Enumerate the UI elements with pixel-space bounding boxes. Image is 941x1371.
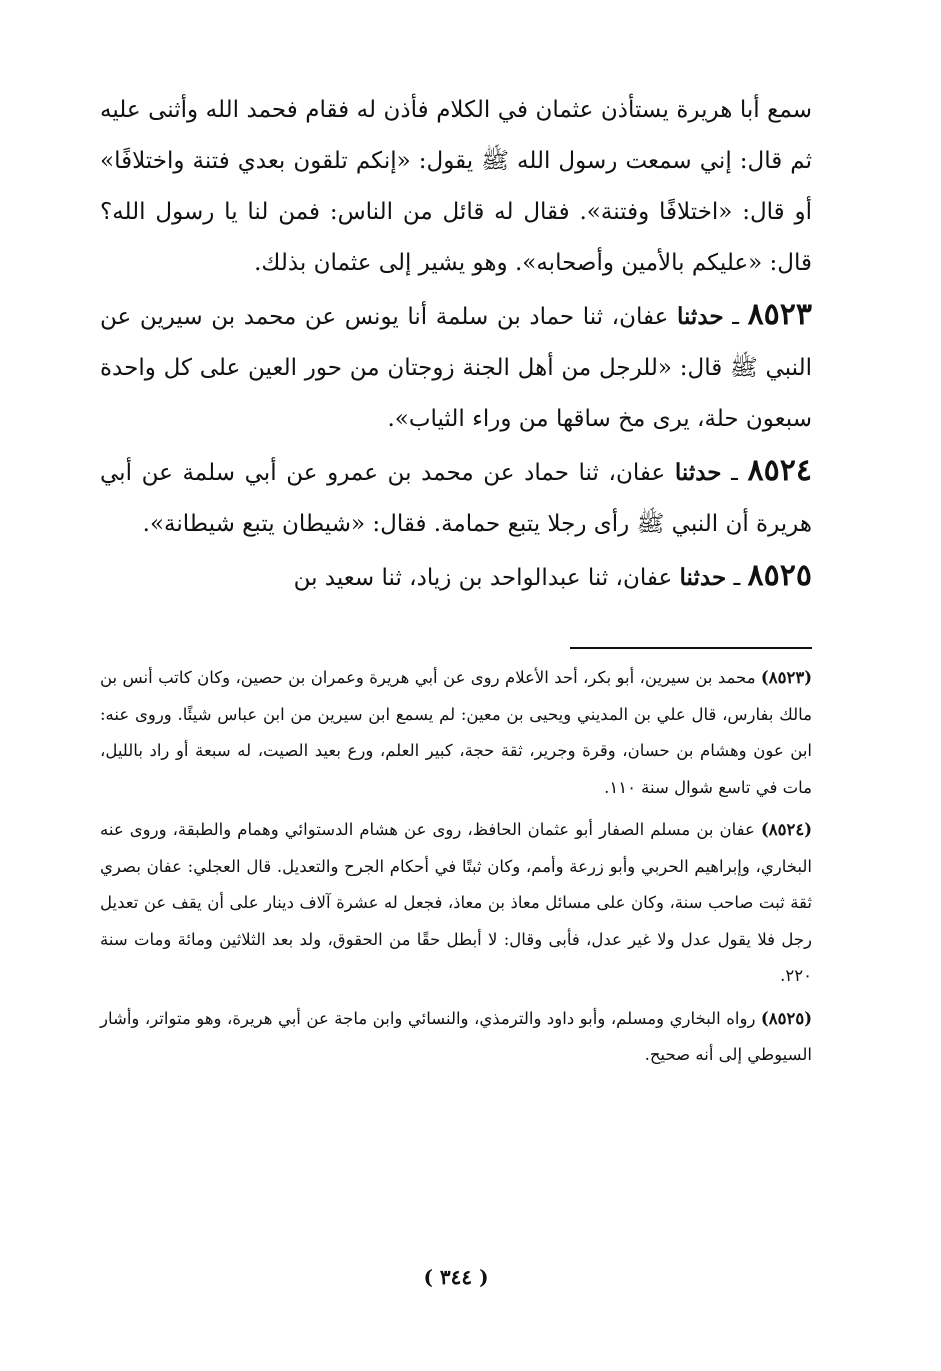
- footnote-text: عفان بن مسلم الصفار أبو عثمان الحافظ، روى عن هشام الدستوائي وهمام والطبقة، وروى عنه البخاري، وإبراهيم الحربي وأبو زرعة وأمم، وكان ثبتًا في أحكام الجرح والتعديل. قال العجلي: عفان بصري ثقة ثبت صاحب سنة، وكان على مسائل معاذ بن معاذ، فجعل له عشرة آلاف دينار على أن يقف عن تعديل رجل فلا يقول عدل ولا غير عدل، فأبى وقال: لا أبطل حقًا من الحقوق، ولد بعد الثلاثين ومائة ومات سنة ٢٢٠.: [100, 820, 812, 985]
- intro-paragraph: سمع أبا هريرة يستأذن عثمان في الكلام فأذن له فقام فحمد الله وأثنى عليه ثم قال: إني سمعت رسول الله ﷺ يقول: «إنكم تلقون بعدي فتنة واختلافًا» أو قال: «اختلافًا وفتنة». فقال له قائل من الناس: فمن لنا يا رسول الله؟ قال: «عليكم بالأمين وأصحابه». وهو يشير إلى عثمان بذلك.: [100, 97, 812, 276]
- hadith-8525: [100, 550, 812, 604]
- book-page: [100, 85, 812, 1325]
- footnote-8524: [100, 812, 812, 995]
- hadith-dash: ـ: [726, 565, 741, 591]
- hadith-text: عفان، ثنا عبدالواحد بن زياد، ثنا سعيد بن: [293, 565, 673, 591]
- hadith-text: عفان، ثنا حماد عن محمد بن عمرو عن أبي سلمة عن أبي هريرة أن النبي ﷺ رأى رجلا يتبع حمامة. فقال: «شيطان يتبع شيطانة».: [100, 460, 812, 537]
- footnote-text: محمد بن سيرين، أبو بكر، أحد الأعلام روى عن أبي هريرة وعمران بن حصين، وكان كاتب أنس بن مالك بفارس، قال علي بن المديني ويحيى بن معين: لم يسمع ابن سيرين من ابن عباس شيئًا. وروى عنه: ابن عون وهشام بن حسان، وقرة وجرير، ثقة حجة، كبير العلم، ورع بعيد الصيت، له سبعة أو راد بالليل، مات في تاسع شوال سنة ١١٠.: [100, 668, 812, 797]
- page-number: ( ٣٤٤ ): [423, 1265, 489, 1289]
- hadith-dash: ـ: [721, 460, 738, 486]
- main-text: [100, 85, 812, 604]
- hadith-8523: [100, 289, 812, 445]
- hadith-8524: [100, 445, 812, 550]
- hadith-head: حدثنا: [676, 303, 724, 330]
- hadith-dash: ـ: [723, 304, 739, 330]
- footnote-ref: (٨٥٢٤): [760, 820, 812, 839]
- hadith-head: حدثنا: [674, 459, 722, 486]
- hadith-number: ٨٥٢٤: [747, 453, 812, 488]
- footnote-ref: (٨٥٢٥): [760, 1008, 812, 1028]
- hadith-number: ٨٥٢٣: [747, 297, 813, 332]
- hadith-text: عفان، ثنا حماد بن سلمة أنا يونس عن محمد بن سيرين عن النبي ﷺ قال: «للرجل من أهل الجنة زوجتان من حور العين على كل واحدة سبعون حلة، يرى مخ ساقها من وراء الثياب».: [100, 304, 812, 432]
- footnote-separator: [570, 647, 812, 649]
- footnote-text: رواه البخاري ومسلم، وأبو داود والترمذي، والنسائي وابن ماجة عن أبي هريرة، وهو متواتر، وأشار السيوطي إلى أنه صحيح.: [100, 1008, 812, 1064]
- footnote-8523: [100, 660, 812, 806]
- footnotes: [100, 660, 812, 1080]
- footnote-ref: (٨٥٢٣): [760, 668, 812, 687]
- footnote-8525: [100, 1001, 812, 1074]
- hadith-number: ٨٥٢٥: [747, 558, 812, 593]
- hadith-head: حدثنا: [679, 564, 727, 591]
